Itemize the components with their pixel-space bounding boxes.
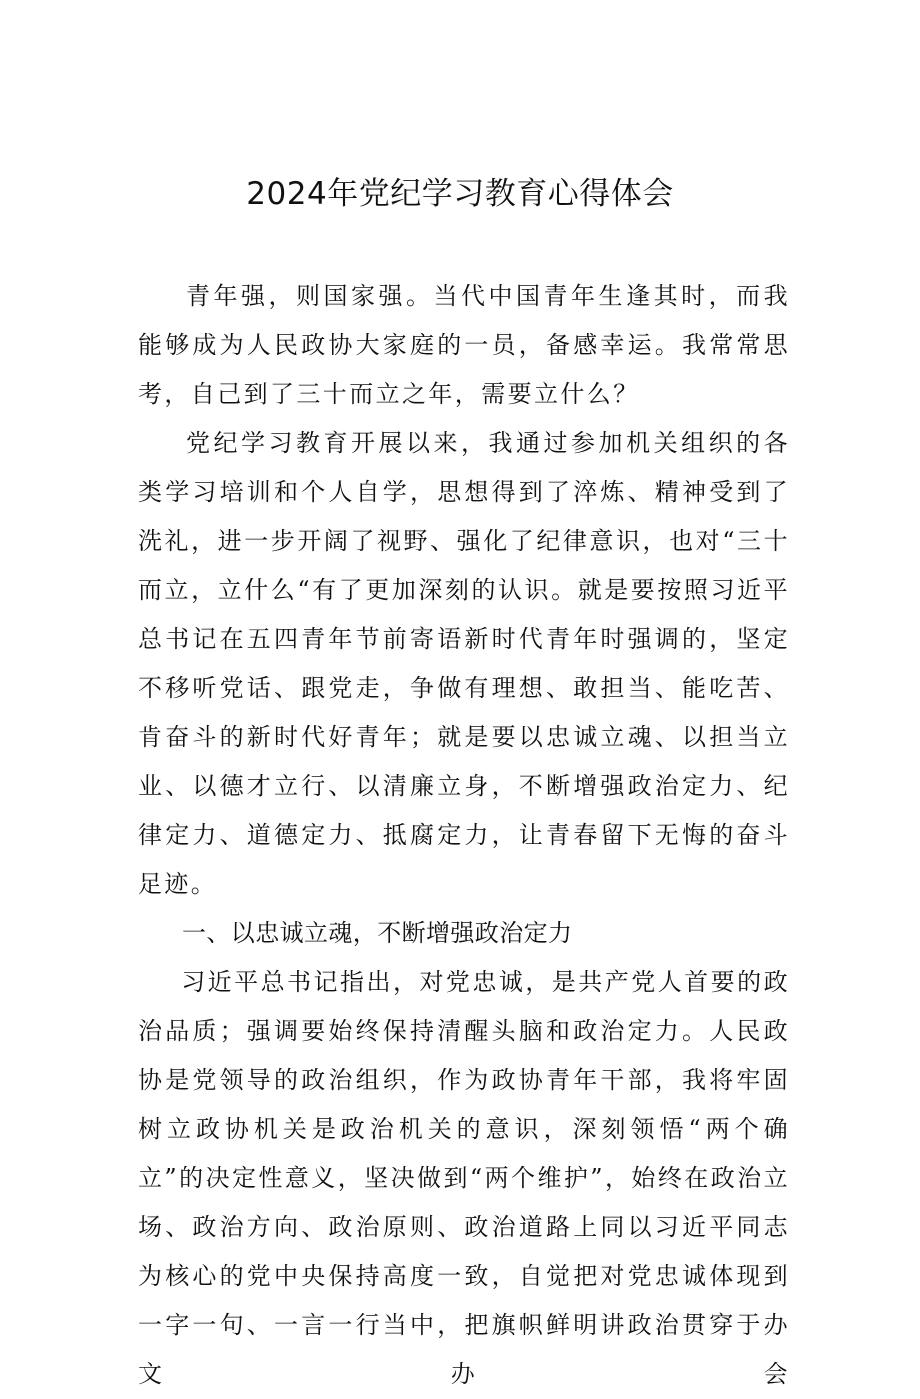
document-title: 2024年党纪学习教育心得体会 — [246, 176, 674, 212]
section-heading-loyalty: 一、以忠诚立魂，不断增强政治定力 — [182, 919, 573, 947]
paragraph-intro: 青年强，则国家强。当代中国青年生逢其时，而我能够成为人民政协大家庭的一员，备感幸运。我常常思考，自己到了三十而立之年，需要立什么？ — [138, 282, 790, 408]
paragraph-study-education: 党纪学习教育开展以来，我通过参加机关组织的各类学习培训和个人自学，思想得到了淬炼、精神受到了洗礼，进一步开阔了视野、强化了纪律意识，也对“三十而立，立什么“有了更加深刻的认识。就是要按照习近平总书记在五四青年节前寄语新时代青年时强调的，坚定不移听党话、跟党走，争做有理想、敢担当、能吃苦、肯奋斗的新时代好青年；就是要以忠诚立魂、以担当立业、以德才立行、以清廉立身，不断增强政治定力、纪律定力、道德定力、抵腐定力，让青春留下无悔的奋斗足迹。 — [138, 429, 790, 898]
document-body — [138, 272, 790, 1399]
paragraph-loyalty: 习近平总书记指出，对党忠诚，是共产党人首要的政治品质；强调要始终保持清醒头脑和政治定力。人民政协是党领导的政治组织，作为政协青年干部，我将牢固树立政协机关是政治机关的意识，深刻领悟“两个确立”的决定性意义，坚决做到“两个维护”，始终在政治立场、政治方向、政治原则、政治道路上同以习近平同志为核心的党中央保持高度一致，自觉把对党忠诚体现到一字一句、一言一行当中，把旗帜鲜明讲政治贯穿于办文办会 — [138, 968, 790, 1388]
